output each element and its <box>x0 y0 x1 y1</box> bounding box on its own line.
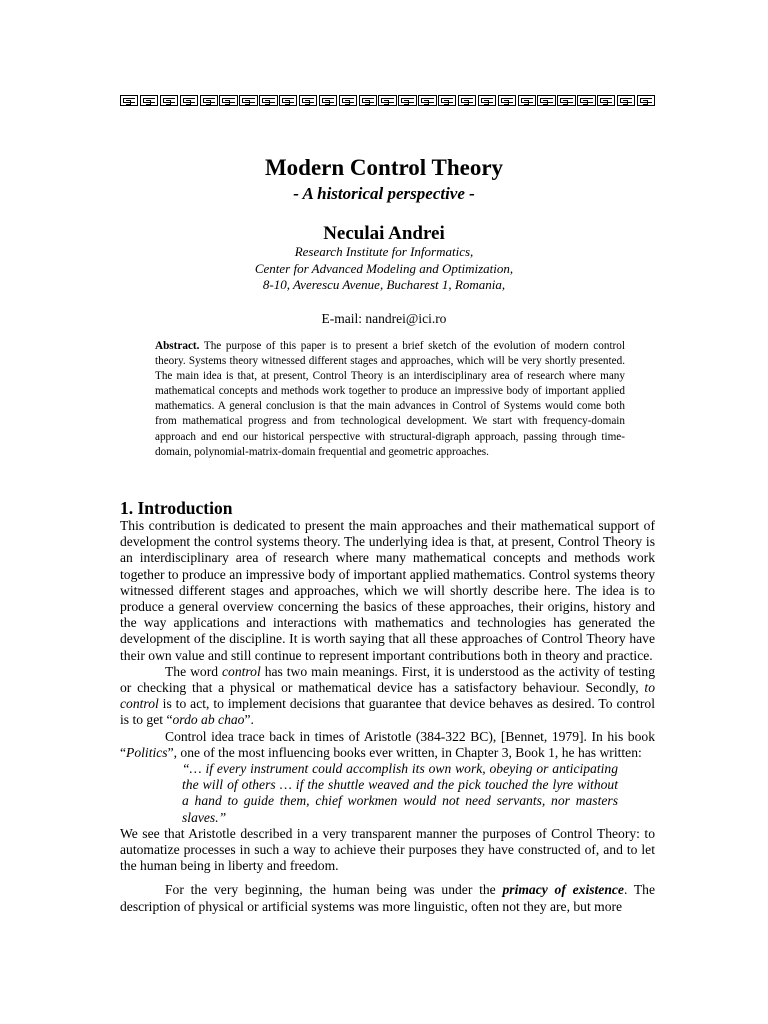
greek-key-tile <box>478 95 496 106</box>
greek-key-tile <box>577 95 595 106</box>
author-affiliation <box>0 244 768 294</box>
paper-title: Modern Control Theory <box>264 155 504 180</box>
greek-key-tile <box>537 95 555 106</box>
greek-key-tile <box>398 95 416 106</box>
greek-key-tile <box>319 95 337 106</box>
greek-key-tile <box>140 95 158 106</box>
greek-key-tile <box>299 95 317 106</box>
author-name: Neculai Andrei <box>323 223 445 244</box>
greek-key-tile <box>279 95 297 106</box>
greek-key-tile <box>498 95 516 106</box>
greek-key-tile <box>378 95 396 106</box>
greek-key-tile <box>339 95 357 106</box>
affiliation-line: Center for Advanced Modeling and Optimization, <box>254 260 514 276</box>
emphasis: control <box>221 663 261 679</box>
greek-key-tile <box>617 95 635 106</box>
section-heading: 1. Introduction <box>120 498 233 518</box>
paragraph: For the very beginning, the human being was under the primacy of existence. The description of physical or artificial systems was more linguistic, often not they are, but more <box>120 882 656 914</box>
paragraph: Control idea trace back in times of Aristotle (384-322 BC), [Bennet, 1979]. In his book “Politics”, one of the most influencing books ever written, in Chapter 3, Book 1, he has written: <box>120 728 655 760</box>
greek-key-border <box>120 95 655 108</box>
greek-key-tile <box>180 95 198 106</box>
greek-key-tile <box>239 95 257 106</box>
paper-subtitle: - A historical perspective - <box>293 184 475 203</box>
paragraph: This contribution is dedicated to present the main approaches and their mathematical support of development the control systems theory. The underlying idea is that, at present, Control Theory is an interdisciplinary area of research where many mathematical concepts and methods work together to produce an impressive body of important applied mathematics. Control systems theory witnessed different stages and approaches, which we will shortly describe here. The idea is to produce a general overview concerning the basics of these approaches, their origins, history and the way applications and interactions with mathematics and technologies has generated the development of the discipline. It is worth saying that all these approaches of Control Theory have their own value and still continue to represent important contributions both in theory and practice. <box>120 518 655 663</box>
greek-key-tile <box>359 95 377 106</box>
greek-key-tile <box>597 95 615 106</box>
greek-key-tile <box>160 95 178 106</box>
abstract-text: The purpose of this paper is to present a brief sketch of the evolution of modern control theory. Systems theory witnessed different stages and approaches, which will be very shortly presented. The main idea is that, at present, Control Theory is an interdisciplinary area of research where many mathematical concepts and methods work together to produce an impressive body of important applied mathematics. A general conclusion is that the main advances in Control of Systems would come both from mathematical progress and from technological development. We start with frequency-domain approach and end our historical perspective with structural-digraph approach, passing through time-domain, polynomial-matrix-domain frequential and geometric approaches. <box>155 340 625 458</box>
emphasis: to control <box>120 680 655 712</box>
emphasis: ordo ab chao <box>172 712 245 728</box>
abstract-label: Abstract. <box>155 340 200 352</box>
greek-key-tile <box>458 95 476 106</box>
greek-key-tile <box>518 95 536 106</box>
greek-key-tile <box>120 95 138 106</box>
greek-key-tile <box>438 95 456 106</box>
author-email: E-mail: nandrei@ici.ro <box>321 311 447 326</box>
abstract <box>155 339 625 460</box>
paragraph: The word control has two main meanings. First, it is understood as the activity of testing or checking that a physical or mathematical device has a satisfactory behaviour. Secondly, to control is to act, to implement decisions that guarantee that device behaves as desired. To control is to get “ordo ab chao”. <box>120 663 655 728</box>
emphasis: primacy of existence <box>502 882 624 898</box>
greek-key-tile <box>259 95 277 106</box>
greek-key-tile <box>200 95 218 106</box>
paragraph: We see that Aristotle described in a very transparent manner the purposes of Control Theory: to automatize processes in such a way to achieve their purposes they have constructed of, and to let the human being in liberty and freedom. <box>120 825 655 874</box>
affiliation-line: 8-10, Averescu Avenue, Bucharest 1, Romania, <box>262 277 506 292</box>
block-quote: “… if every instrument could accomplish its own work, obeying or anticipating the will of others … if the shuttle weaved and the pick touched the lyre without a hand to guide them, chief workmen would not need servants, nor masters slaves.” <box>182 761 618 825</box>
section-body <box>120 518 655 915</box>
greek-key-tile <box>637 95 655 106</box>
affiliation-line: Research Institute for Informatics, <box>294 244 474 259</box>
greek-key-tile <box>418 95 436 106</box>
greek-key-tile <box>557 95 575 106</box>
greek-key-tile <box>219 95 237 106</box>
book-title: Politics <box>126 744 168 760</box>
